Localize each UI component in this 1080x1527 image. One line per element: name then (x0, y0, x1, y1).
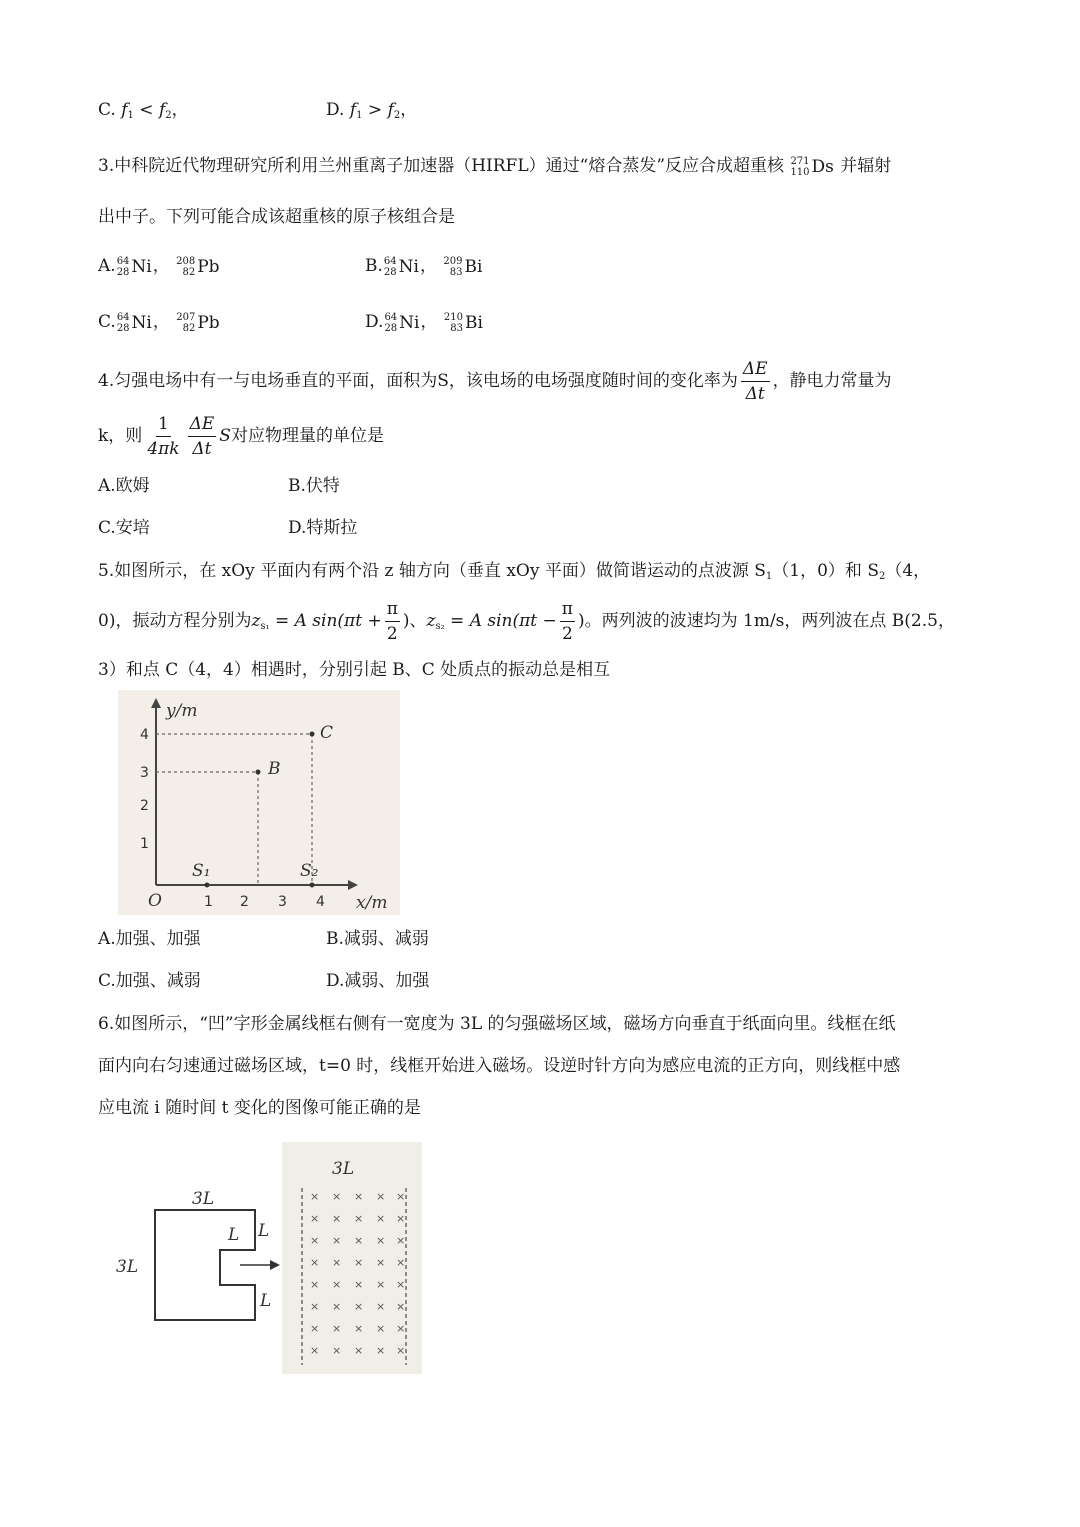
q2-option-d-rhs: f (387, 100, 394, 120)
q4-fraction-2 (188, 412, 217, 461)
nuclide (384, 312, 419, 334)
q2-option-c (98, 99, 189, 127)
nuclide-symbol: Bi (464, 256, 483, 277)
nuclide-mass: 208 (176, 255, 196, 267)
q6-stem-line1: 6.如图所示，“凹”字形金属线框右侧有一宽度为 3L 的匀强磁场区域，磁场方向垂直于纸面向里。线框在纸 (98, 1014, 896, 1034)
q2-option-c-lsub: 1 (127, 110, 134, 121)
nuclide-z: 82 (182, 322, 196, 334)
field-cross-mark: × (376, 1212, 386, 1225)
figure-background (118, 690, 400, 915)
field-cross-mark: × (310, 1344, 320, 1357)
q5-eq1-rhs: = A sin(πt + (274, 611, 382, 631)
q4-area-var: S (219, 426, 231, 446)
q2-option-d-label: D. (326, 100, 345, 120)
q3-option-a-label: A. (98, 256, 116, 276)
field-width-label: 3L (332, 1159, 355, 1179)
q2-option-c-lhs: f (121, 100, 128, 120)
q5-eq2-fraction (560, 597, 575, 646)
q2-option-c-rsub: 2 (165, 110, 172, 121)
q5-wave-figure (118, 690, 400, 915)
q5-stem-text: 0)，振动方程分别为 (98, 611, 252, 631)
q5-option-d: D.减弱、加强 (326, 971, 430, 991)
nuclide-mass: 64 (384, 311, 398, 323)
q3-option-c (98, 311, 221, 334)
field-cross-mark: × (332, 1256, 342, 1269)
nuclide-mass: 64 (116, 255, 130, 267)
notch-label: L (228, 1225, 240, 1245)
nuclide (443, 256, 482, 278)
q5-option-c: C.加强、减弱 (98, 971, 201, 991)
q6-stem-line2: 面内向右匀速通过磁场区域，t=0 时，线框开始进入磁场。设逆时针方向为感应电流的正方向，则线框中感 (98, 1056, 901, 1076)
field-cross-mark: × (396, 1190, 406, 1203)
field-cross-mark: × (332, 1212, 342, 1225)
q5-s1-sub: 1 (765, 571, 773, 582)
field-cross-mark: × (376, 1322, 386, 1335)
q5-s2-sub: 2 (878, 571, 886, 582)
q5-eq2-close: ) (577, 611, 585, 631)
point-b-dot (256, 770, 261, 775)
nuclide-symbol: Ni (131, 312, 152, 333)
fraction-denominator: Δt (745, 384, 765, 404)
nuclide-z: 28 (116, 266, 130, 278)
fraction-denominator: 4πk (147, 439, 180, 459)
field-cross-mark: × (396, 1212, 406, 1225)
q4-stem-line2 (98, 412, 384, 461)
fraction-denominator: 2 (386, 624, 398, 644)
fraction-numerator: ΔE (741, 357, 770, 382)
q5-stem-line3: 3）和点 C（4，4）相遇时，分别引起 B、C 处质点的振动总是相互 (98, 660, 611, 680)
q5-stem-text-mid: （1，0）和 S (772, 561, 879, 581)
field-cross-mark: × (396, 1344, 406, 1357)
field-cross-mark: × (376, 1234, 386, 1247)
q2-option-c-op: < (139, 100, 154, 120)
q6-stem-line3: 应电流 i 随时间 t 变化的图像可能正确的是 (98, 1098, 421, 1118)
y-tick-label: 1 (140, 836, 149, 852)
field-cross-mark: × (376, 1256, 386, 1269)
field-cross-mark: × (396, 1322, 406, 1335)
field-cross-mark: × (354, 1256, 364, 1269)
field-cross-mark: × (332, 1344, 342, 1357)
field-cross-mark: × (354, 1278, 364, 1291)
q4-option-a: A.欧姆 (98, 476, 150, 496)
q3-option-d (365, 311, 484, 334)
field-cross-mark: × (396, 1300, 406, 1313)
q5-stem-text: 5.如图所示，在 xOy 平面内有两个沿 z 轴方向（垂直 xOy 平面）做简谐运动的点波源 S (98, 561, 766, 581)
nuclide (444, 312, 483, 334)
y-tick-label: 4 (140, 727, 149, 743)
q5-eq2-var: z (426, 611, 436, 631)
nuclide-symbol: Pb (197, 256, 220, 277)
field-cross-mark: × (310, 1190, 320, 1203)
nuclide (117, 312, 152, 334)
nuclide-mass: 210 (443, 311, 463, 323)
q2-option-d-lhs: f (349, 100, 357, 120)
q2-option-c-rhs: f (158, 100, 166, 120)
fraction-numerator: ΔE (188, 412, 217, 437)
field-cross-mark: × (332, 1234, 342, 1247)
fraction-denominator: Δt (192, 439, 212, 459)
q2-option-d (326, 99, 417, 127)
frame-right-top-label: L (258, 1221, 270, 1241)
field-cross-mark: × (310, 1278, 320, 1291)
q4-fraction-1 (145, 412, 181, 461)
q2-option-d-rsub: 2 (393, 110, 401, 121)
q2-option-d-lsub: 1 (356, 110, 363, 121)
q2-option-c-end: ， (171, 100, 189, 120)
field-cross-mark: × (332, 1300, 342, 1313)
field-cross-mark: × (396, 1278, 406, 1291)
nuclide (176, 256, 219, 278)
nuclide-symbol: Ni (399, 312, 420, 333)
nuclide-z: 82 (182, 266, 196, 278)
fraction-denominator: 2 (561, 624, 573, 644)
nuclide-z: 28 (383, 266, 397, 278)
nuclide-z: 83 (450, 322, 463, 334)
q6-frame-figure (110, 1140, 430, 1380)
field-cross-mark: × (354, 1212, 364, 1225)
field-cross-mark: × (310, 1300, 320, 1313)
field-cross-mark: × (376, 1190, 386, 1203)
nuclide-mass: 64 (116, 311, 130, 323)
q3-ds-z: 110 (790, 166, 810, 178)
field-cross-mark: × (310, 1212, 320, 1225)
nuclide-mass: 64 (383, 255, 397, 267)
field-cross-mark: × (332, 1278, 342, 1291)
field-cross-mark: × (332, 1322, 342, 1335)
point-c-dot (310, 732, 315, 737)
q2-option-d-op: > (367, 100, 383, 120)
q5-eq2-rhs: = A sin(πt − (450, 611, 557, 631)
fraction-numerator: π (385, 597, 400, 622)
nuclide-symbol: Ni (398, 256, 419, 277)
q5-eq1-close: ) (402, 611, 410, 631)
q3-stem-text: 3.中科院近代物理研究所利用兰州重离子加速器（HIRFL）通过“熔合蒸发”反应合成超重核 (98, 156, 785, 176)
q5-stem-text-end: （4， (885, 561, 931, 581)
q4-stem-text: 4.匀强电场中有一与电场垂直的平面，面积为S，该电场的电场强度随时间的变化率为 (98, 371, 738, 391)
field-cross-mark: × (354, 1322, 364, 1335)
q4-option-d: D.特斯拉 (288, 518, 358, 538)
y-tick-label: 2 (140, 798, 149, 814)
field-cross-mark: × (310, 1256, 320, 1269)
field-cross-mark: × (376, 1344, 386, 1357)
q3-stem-line1 (98, 155, 891, 178)
q3-stem-line2: 出中子。下列可能合成该超重核的原子核组合是 (98, 207, 455, 227)
x-tick-label: 3 (278, 894, 287, 910)
q3-stem-text-end: 并辐射 (840, 156, 892, 176)
frame-right-bottom-label: L (260, 1291, 272, 1311)
q5-stem-line1 (98, 560, 930, 588)
q5-eq1-fraction (385, 597, 400, 646)
y-axis-label: y/m (166, 701, 198, 721)
point-b-label: B (268, 759, 281, 779)
q4-option-c: C.安培 (98, 518, 150, 538)
velocity-arrow-icon (270, 1260, 280, 1270)
source-s1-label: S₁ (192, 861, 211, 881)
origin-label: O (148, 891, 162, 911)
q4-stem-text-end: ，静电力常量为 (772, 371, 892, 391)
q5-stem-line2 (98, 597, 955, 651)
point-c-label: C (320, 723, 334, 743)
q3-option-c-label: C. (98, 312, 116, 332)
source-s2-dot (310, 883, 315, 888)
fraction-numerator: π (560, 597, 575, 622)
nuclide-z: 28 (116, 322, 130, 334)
nuclide-symbol: Ni (131, 256, 152, 277)
q5-eq2-sub: s₂ (435, 621, 445, 632)
q5-eq-separator: 、 (409, 611, 427, 631)
q3-ds-nuclide (790, 156, 833, 178)
fraction-numerator: 1 (156, 412, 171, 437)
q5-eq1-var: z (251, 611, 261, 631)
field-cross-mark: × (354, 1344, 364, 1357)
nuclide (117, 256, 152, 278)
nuclide-mass: 207 (176, 311, 196, 323)
separator: ， (420, 312, 438, 332)
nuclide-z: 83 (449, 266, 463, 278)
field-cross-mark: × (396, 1256, 406, 1269)
separator: ， (419, 256, 437, 276)
q3-ds-mass: 271 (790, 155, 810, 167)
field-cross-mark: × (310, 1322, 320, 1335)
field-cross-mark: × (354, 1300, 364, 1313)
separator: ， (152, 312, 170, 332)
field-cross-mark: × (376, 1278, 386, 1291)
nuclide-symbol: Pb (197, 312, 220, 333)
q5-option-a: A.加强、加强 (98, 929, 201, 949)
nuclide-symbol: Bi (464, 312, 483, 333)
q3-option-b (365, 255, 483, 278)
q3-ds-symbol: Ds (811, 156, 834, 177)
nuclide-z: 28 (384, 322, 398, 334)
q4-stem-text: k，则 (98, 426, 143, 446)
field-cross-mark: × (396, 1234, 406, 1247)
x-tick-label: 2 (240, 894, 249, 910)
q3-option-a (98, 255, 221, 278)
q5-eq1-sub: s₁ (260, 621, 270, 632)
separator: ， (152, 256, 170, 276)
field-cross-mark: × (354, 1190, 364, 1203)
x-axis-label: x/m (356, 893, 388, 913)
source-s1-dot (205, 883, 210, 888)
y-tick-label: 3 (140, 765, 149, 781)
nuclide-mass: 209 (443, 255, 463, 267)
q5-stem-text-end: 。两列波的波速均为 1m/s，两列波在点 B(2.5， (584, 611, 955, 631)
nuclide (176, 312, 219, 334)
frame-top-label: 3L (192, 1189, 215, 1209)
nuclide (384, 256, 419, 278)
x-tick-label: 1 (204, 894, 213, 910)
q3-option-d-label: D. (365, 312, 384, 332)
q4-stem-line1 (98, 357, 892, 406)
source-s2-label: S₂ (300, 861, 319, 881)
field-cross-mark: × (332, 1190, 342, 1203)
frame-left-label: 3L (116, 1257, 139, 1277)
q4-rate-fraction (741, 357, 770, 406)
field-cross-mark: × (354, 1234, 364, 1247)
q2-option-d-end: ， (400, 100, 418, 120)
q3-option-b-label: B. (365, 256, 383, 276)
x-tick-label: 4 (316, 894, 325, 910)
q2-option-c-label: C. (98, 100, 116, 120)
q4-option-b: B.伏特 (288, 476, 340, 496)
field-cross-mark: × (376, 1300, 386, 1313)
q4-stem-text-end: 对应物理量的单位是 (230, 426, 384, 446)
q5-option-b: B.减弱、减弱 (326, 929, 429, 949)
field-cross-mark: × (310, 1234, 320, 1247)
